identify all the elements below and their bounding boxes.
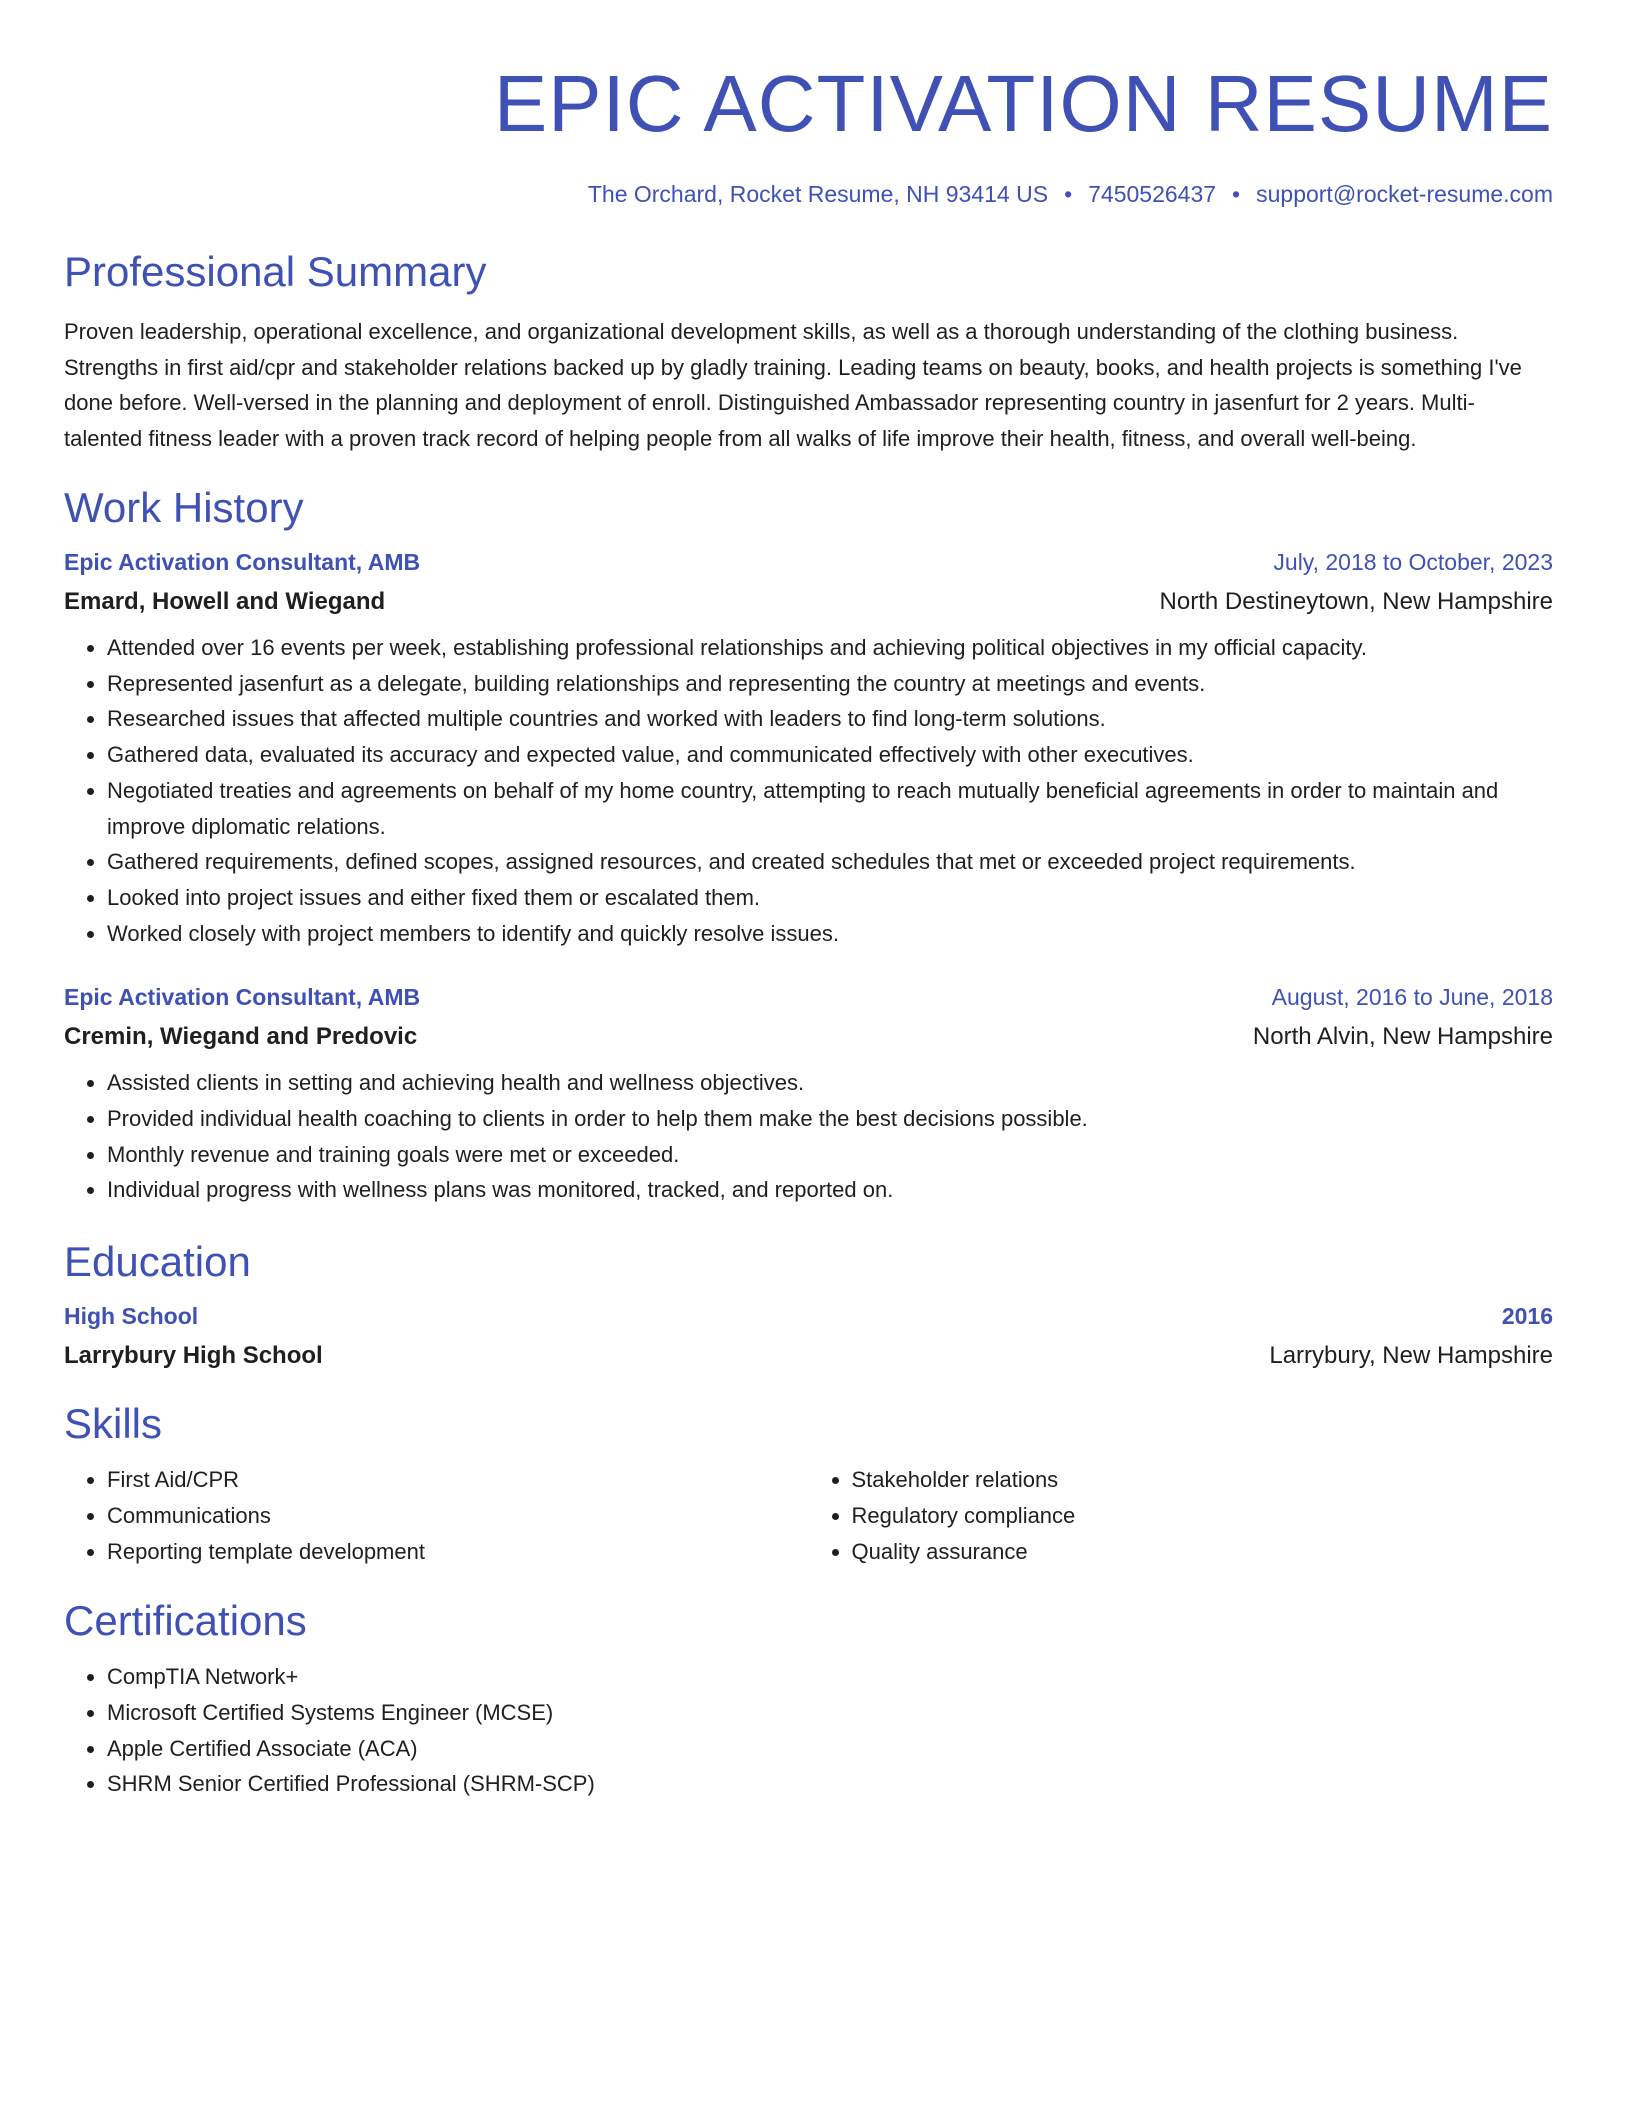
job-bullets bbox=[64, 1065, 1553, 1208]
list-item: • Monthly revenue and training goals were met or exceeded. bbox=[107, 1137, 1553, 1173]
list-item: • Gathered data, evaluated its accuracy and expected value, and communicated effectively with other executives. bbox=[107, 737, 1553, 773]
skill-item: • Quality assurance bbox=[852, 1534, 1554, 1570]
skill-item: • Reporting template development bbox=[107, 1534, 809, 1570]
list-item: • Worked closely with project members to identify and quickly resolve issues. bbox=[107, 916, 1553, 952]
job-header-row bbox=[64, 546, 1553, 578]
job-title: Epic Activation Consultant, AMB bbox=[64, 549, 421, 575]
skills-list-left bbox=[64, 1462, 809, 1569]
list-item: • Attended over 16 events per week, establishing professional relationships and achieving political objectives in my official capacity. bbox=[107, 630, 1553, 666]
certification-item: • CompTIA Network+ bbox=[107, 1659, 1553, 1695]
summary-heading: Professional Summary bbox=[64, 248, 487, 295]
certifications-heading: Certifications bbox=[64, 1597, 307, 1645]
job-employer-row bbox=[64, 1013, 1553, 1053]
skill-item: • Communications bbox=[107, 1498, 809, 1534]
skill-item: • First Aid/CPR bbox=[107, 1462, 809, 1498]
education-header-row bbox=[64, 1300, 1553, 1332]
job-dates: August, 2016 to June, 2018 bbox=[1271, 984, 1553, 1011]
contact-phone[interactable]: 7450526437 bbox=[1088, 181, 1217, 207]
education-year: 2016 bbox=[1501, 1303, 1553, 1330]
education-school-row bbox=[64, 1332, 1553, 1372]
job-dates: July, 2018 to October, 2023 bbox=[1273, 549, 1553, 575]
list-item: • Individual progress with wellness plans was monitored, tracked, and reported on. bbox=[107, 1172, 1553, 1208]
skill-item: • Regulatory compliance bbox=[852, 1498, 1554, 1534]
job-entry bbox=[64, 546, 1553, 951]
summary-text: Proven leadership, operational excellence, and organizational development skills, as well as a thorough understanding of the clothing business. Strengths in first aid/cpr and stakeholder relations backed up by gladly training. Leading teams on beauty, books, and health projects is something I've done before. Well-versed in the planning and deployment of enroll. Distinguished Ambassador representing country in jasenfurt for 2 years. Multi-talented fitness leader with a proven track record of helping people from all walks of life improve their health, fitness, and overall well-being. bbox=[64, 319, 1522, 451]
contact-email[interactable]: support@rocket-resume.com bbox=[1256, 181, 1553, 207]
list-item: • Gathered requirements, defined scopes, assigned resources, and created schedules that met or exceeded project requirements. bbox=[107, 844, 1553, 880]
job-employer: Emard, Howell and Wiegand bbox=[64, 588, 386, 615]
skills-grid bbox=[64, 1450, 1553, 1569]
certifications-list bbox=[64, 1659, 1553, 1802]
certification-item: • Microsoft Certified Systems Engineer (MCSE) bbox=[107, 1695, 1553, 1731]
resume-page bbox=[64, 56, 1553, 1802]
skill-item: • Stakeholder relations bbox=[852, 1462, 1554, 1498]
education-degree: High School bbox=[64, 1303, 199, 1330]
job-location: North Alvin, New Hampshire bbox=[1252, 1023, 1553, 1051]
list-item: • Represented jasenfurt as a delegate, building relationships and representing the country at meetings and events. bbox=[107, 666, 1553, 702]
contact-address: The Orchard, Rocket Resume, NH 93414 US bbox=[587, 181, 1049, 207]
resume-name: EPIC ACTIVATION RESUME bbox=[493, 59, 1553, 148]
list-item: • Researched issues that affected multiple countries and worked with leaders to find long-term solutions. bbox=[107, 701, 1553, 737]
certification-item: • SHRM Senior Certified Professional (SHRM-SCP) bbox=[107, 1766, 1553, 1802]
job-entry bbox=[64, 981, 1553, 1208]
job-header-row bbox=[64, 981, 1553, 1013]
work-history-heading: Work History bbox=[64, 484, 304, 531]
contact-separator: • bbox=[1232, 181, 1241, 207]
skills-heading: Skills bbox=[64, 1400, 163, 1448]
education-school: Larrybury High School bbox=[64, 1342, 323, 1370]
job-employer: Cremin, Wiegand and Predovic bbox=[64, 1023, 418, 1051]
skills-list-right bbox=[809, 1462, 1554, 1569]
education-heading: Education bbox=[64, 1238, 251, 1286]
list-item: • Assisted clients in setting and achieving health and wellness objectives. bbox=[107, 1065, 1553, 1101]
list-item: • Looked into project issues and either fixed them or escalated them. bbox=[107, 880, 1553, 916]
list-item: • Negotiated treaties and agreements on behalf of my home country, attempting to reach mutually beneficial agreements in order to maintain and improve diplomatic relations. bbox=[107, 773, 1553, 844]
job-employer-row bbox=[64, 578, 1553, 618]
contact-separator: • bbox=[1064, 181, 1073, 207]
education-entry bbox=[64, 1300, 1553, 1372]
certification-item: • Apple Certified Associate (ACA) bbox=[107, 1731, 1553, 1767]
list-item: • Provided individual health coaching to clients in order to help them make the best decisions possible. bbox=[107, 1101, 1553, 1137]
contact-line bbox=[64, 178, 1553, 210]
job-bullets bbox=[64, 630, 1553, 951]
job-title: Epic Activation Consultant, AMB bbox=[64, 984, 421, 1011]
job-location: North Destineytown, New Hampshire bbox=[1159, 588, 1553, 615]
education-location: Larrybury, New Hampshire bbox=[1269, 1342, 1553, 1370]
